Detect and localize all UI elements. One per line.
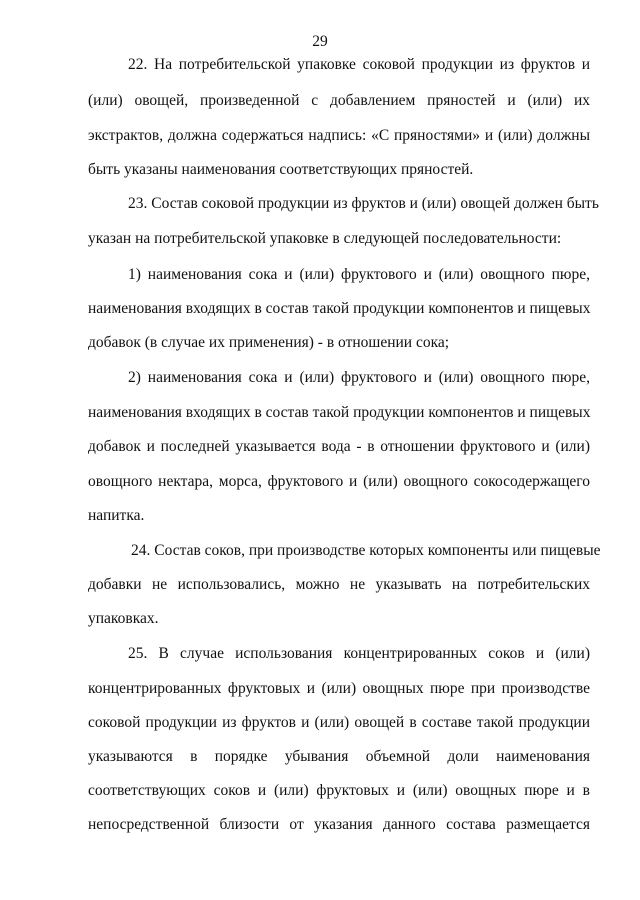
list-item-1-line-3: добавок (в случае их применения) - в отношении сока; <box>88 334 450 351</box>
paragraph-23-line-2: указан на потребительской упаковке в следующей последовательности: <box>88 230 562 247</box>
paragraph-25-line-4: указываются в порядке убывания объемной доли наименования <box>88 748 590 765</box>
paragraph-25-line-5: соответствующих соков и (или) фруктовых и (или) овощных пюре и в <box>88 782 590 799</box>
list-item-2-line-2: наименования входящих в состав такой продукции компонентов и пищевых <box>88 404 591 421</box>
paragraph-25-line-2: концентрированных фруктовых и (или) овощных пюре при производстве <box>88 680 590 697</box>
list-item-1-line-1: 1) наименования сока и (или) фруктового и (или) овощного пюре, <box>128 266 590 283</box>
paragraph-22-line-4: быть указаны наименования соответствующих пряностей. <box>88 161 474 178</box>
paragraph-22-line-1: 22. На потребительской упаковке соковой продукции из фруктов и <box>128 56 590 73</box>
paragraph-22-line-3: экстрактов, должна содержаться надпись: «С пряностями» и (или) должны <box>88 127 590 144</box>
list-item-2-line-5: напитка. <box>88 507 145 524</box>
paragraph-23-line-1: 23. Состав соковой продукции из фруктов и (или) овощей должен быть <box>128 195 599 212</box>
paragraph-24-line-1: 24. Состав соков, при производстве которых компоненты или пищевые <box>131 542 601 559</box>
paragraph-24-line-3: упаковках. <box>88 610 159 627</box>
paragraph-24-line-2: добавки не использовались, можно не указывать на потребительских <box>88 576 590 593</box>
list-item-1-line-2: наименования входящих в состав такой продукции компонентов и пищевых <box>88 300 591 317</box>
list-item-2-line-3: добавок и последней указывается вода - в отношении фруктового и (или) <box>88 438 590 455</box>
list-item-2-line-1: 2) наименования сока и (или) фруктового и (или) овощного пюре, <box>128 369 590 386</box>
page-number: 29 <box>312 33 328 50</box>
paragraph-25-line-3: соковой продукции из фруктов и (или) овощей в составе такой продукции <box>88 714 590 731</box>
paragraph-22-line-2: (или) овощей, произведенной с добавлением пряностей и (или) их <box>88 92 590 109</box>
paragraph-25-line-1: 25. В случае использования концентрированных соков и (или) <box>128 645 590 662</box>
paragraph-25-line-6: непосредственной близости от указания данного состава размещается <box>88 816 590 833</box>
list-item-2-line-4: овощного нектара, морса, фруктового и (или) овощного сокосодержащего <box>88 473 590 490</box>
